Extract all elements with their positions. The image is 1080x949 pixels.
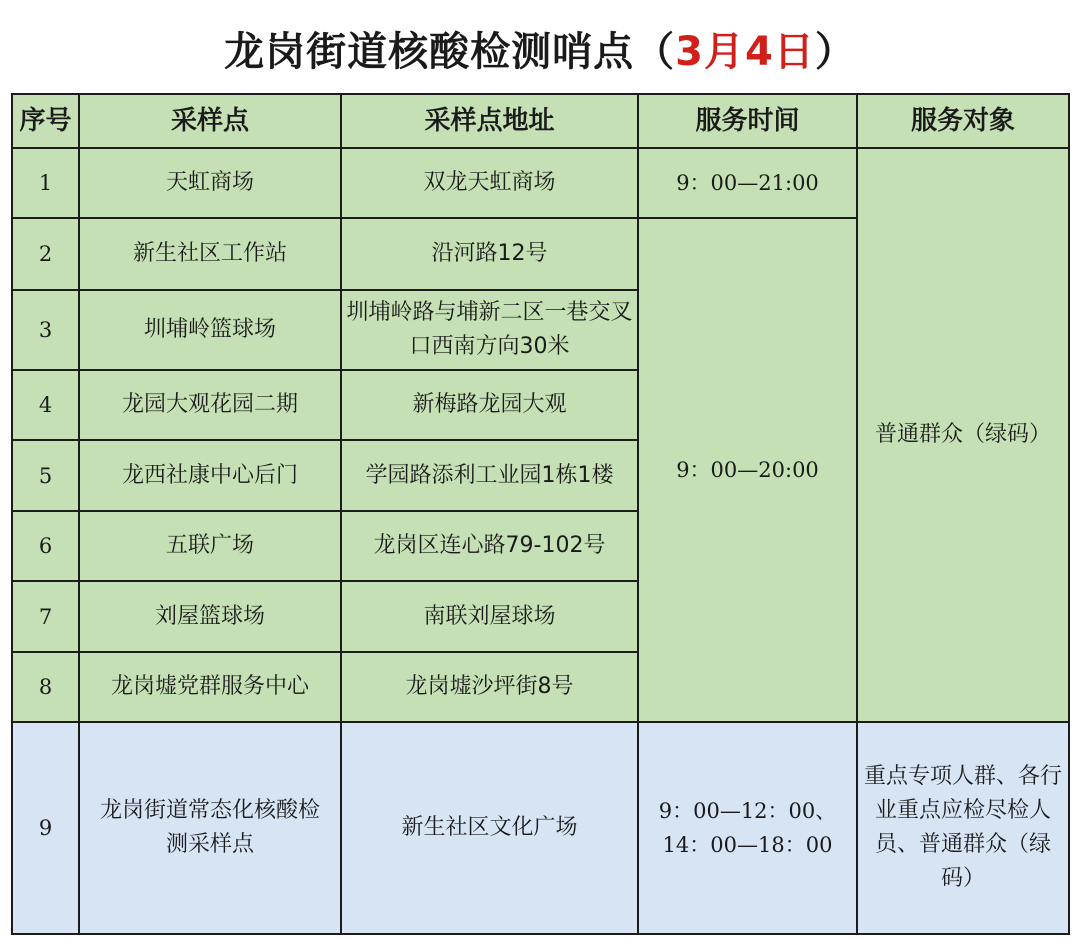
row-number: 4 xyxy=(12,370,79,440)
header-time: 服务时间 xyxy=(638,94,857,148)
header-no: 序号 xyxy=(12,94,79,148)
title-close: ） xyxy=(814,29,856,75)
site-address: 新梅路龙园大观 xyxy=(341,370,638,440)
site-address: 圳埔岭路与埔新二区一巷交叉口西南方向30米 xyxy=(341,290,638,370)
row-number: 9 xyxy=(12,722,79,934)
site-address: 双龙天虹商场 xyxy=(341,148,638,218)
table-row xyxy=(12,148,1069,218)
site-name: 龙岗街道常态化核酸检测采样点 xyxy=(79,722,341,934)
site-name: 龙岗墟党群服务中心 xyxy=(79,652,341,722)
site-address: 南联刘屋球场 xyxy=(341,581,638,652)
row-number: 3 xyxy=(12,290,79,370)
site-name: 圳埔岭篮球场 xyxy=(79,290,341,370)
site-name: 五联广场 xyxy=(79,511,341,581)
row-number: 7 xyxy=(12,581,79,652)
row-number: 1 xyxy=(12,148,79,218)
site-address: 学园路添利工业园1栋1楼 xyxy=(341,440,638,511)
row-number: 2 xyxy=(12,218,79,290)
header-row xyxy=(12,94,1069,148)
title-main: 龙岗街道核酸检测哨点（ xyxy=(224,29,676,75)
service-target: 普通群众（绿码） xyxy=(857,148,1069,722)
title-date: 3月4日 xyxy=(675,29,815,75)
row-number: 8 xyxy=(12,652,79,722)
header-address: 采样点地址 xyxy=(341,94,638,148)
service-time: 9：00—20:00 xyxy=(638,218,857,722)
site-name: 新生社区工作站 xyxy=(79,218,341,290)
site-name: 刘屋篮球场 xyxy=(79,581,341,652)
page-title xyxy=(0,22,1080,82)
site-address: 龙岗墟沙坪街8号 xyxy=(341,652,638,722)
table-row xyxy=(12,722,1069,934)
sampling-sites-table xyxy=(11,93,1070,935)
row-number: 6 xyxy=(12,511,79,581)
service-time: 9：00—12：00、14：00—18：00 xyxy=(638,722,857,934)
site-address: 龙岗区连心路79-102号 xyxy=(341,511,638,581)
site-name: 龙园大观花园二期 xyxy=(79,370,341,440)
service-target: 重点专项人群、各行业重点应检尽检人员、普通群众（绿码） xyxy=(857,722,1069,934)
header-site: 采样点 xyxy=(79,94,341,148)
site-address: 新生社区文化广场 xyxy=(341,722,638,934)
site-name: 龙西社康中心后门 xyxy=(79,440,341,511)
service-time: 9：00—21:00 xyxy=(638,148,857,218)
row-number: 5 xyxy=(12,440,79,511)
site-name: 天虹商场 xyxy=(79,148,341,218)
site-address: 沿河路12号 xyxy=(341,218,638,290)
header-target: 服务对象 xyxy=(857,94,1069,148)
